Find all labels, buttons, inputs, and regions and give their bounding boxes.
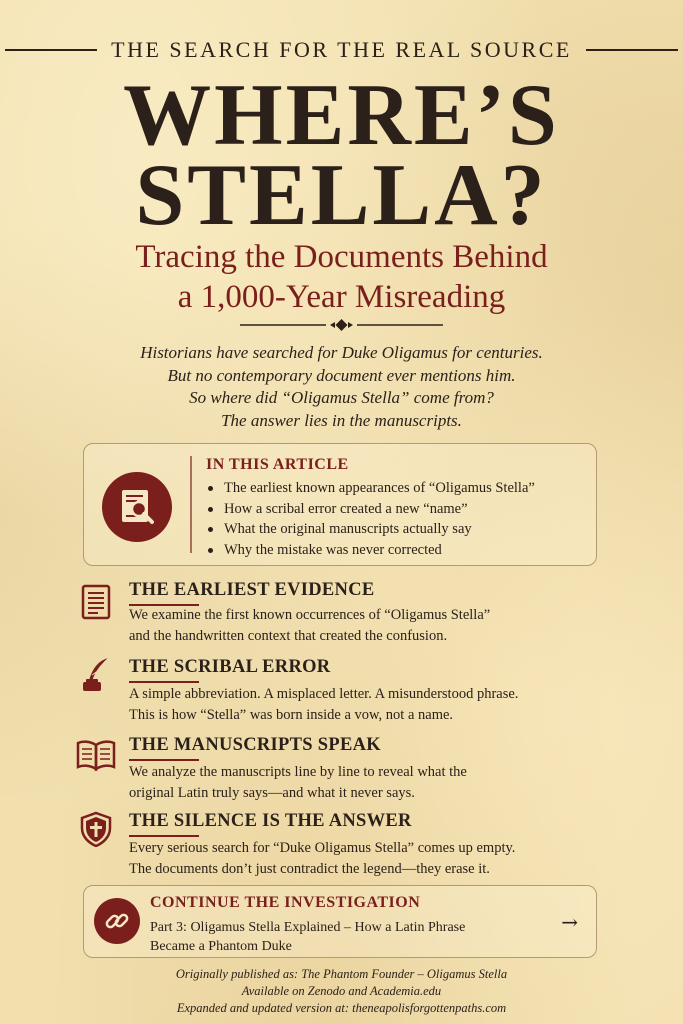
intro-line: Historians have searched for Duke Oligamus for centuries. xyxy=(140,343,543,362)
section-heading: THE SCRIBAL ERROR xyxy=(129,657,331,677)
arrow-right-icon[interactable]: → xyxy=(561,910,578,934)
chain-link-icon xyxy=(94,898,140,944)
body-line: A simple abbreviation. A misplaced letter. A misunderstood phrase. xyxy=(129,686,519,702)
body-line: Every serious search for “Duke Oligamus Stella” comes up empty. xyxy=(129,840,516,856)
list-item: Why the mistake was never corrected xyxy=(206,540,535,561)
document-magnifier-icon xyxy=(102,472,172,542)
divider-right xyxy=(586,49,678,51)
footer-line: Expanded and updated version at: theneapolisforgottenpaths.com xyxy=(176,1001,507,1015)
article-contents-list xyxy=(206,478,535,560)
title-line-2: STELLA? xyxy=(135,147,548,244)
body-line: We analyze the manuscripts line by line to reveal what the xyxy=(129,764,467,780)
intro-line: But no contemporary document ever mentions him. xyxy=(167,365,516,385)
heading-underline xyxy=(129,681,199,683)
open-book-icon xyxy=(76,737,116,773)
intro-line: So where did “Oligamus Stella” come from? xyxy=(189,388,494,407)
section-body xyxy=(129,762,599,804)
section-heading: THE EARLIEST EVIDENCE xyxy=(129,580,375,600)
kicker-text: THE SEARCH FOR THE REAL SOURCE xyxy=(111,37,572,62)
subtitle-line-1: Tracing the Documents Behind xyxy=(135,239,548,275)
list-item: How a scribal error created a new “name” xyxy=(206,499,535,520)
box-divider xyxy=(190,456,192,553)
list-item: What the original manuscripts actually say xyxy=(206,519,535,540)
subtitle xyxy=(0,237,683,317)
in-this-article-box xyxy=(83,443,597,566)
section-body xyxy=(129,605,599,647)
document-lines-icon xyxy=(78,584,114,620)
section-body xyxy=(129,684,599,726)
in-this-article-heading: IN THIS ARTICLE xyxy=(206,456,349,473)
body-line: original Latin truly says—and what it never says. xyxy=(129,785,415,801)
cross-shield-icon xyxy=(78,811,114,847)
body-line: The documents don’t just contradict the legend—they erase it. xyxy=(129,861,490,877)
section-body xyxy=(129,838,599,880)
body-line: This is how “Stella” was born inside a vow, not a name. xyxy=(129,707,454,723)
divider-left xyxy=(5,49,97,51)
continue-investigation-link[interactable] xyxy=(83,885,597,958)
section-heading: THE MANUSCRIPTS SPEAK xyxy=(129,735,381,755)
continue-heading: CONTINUE THE INVESTIGATION xyxy=(150,894,421,911)
heading-underline xyxy=(129,759,199,761)
list-item: The earliest known appearances of “Oligamus Stella” xyxy=(206,478,535,499)
continue-line: Became a Phantom Duke xyxy=(150,938,292,954)
footer-line: Originally published as: The Phantom Founder – Oligamus Stella xyxy=(175,967,508,981)
footer-line: Available on Zenodo and Academia.edu xyxy=(241,984,442,998)
intro-text xyxy=(0,342,683,432)
continue-description xyxy=(150,919,530,956)
title-line-1: WHERE’S xyxy=(123,67,560,164)
quill-inkwell-icon xyxy=(78,657,114,693)
section-heading: THE SILENCE IS THE ANSWER xyxy=(129,811,412,831)
kicker-row xyxy=(0,36,683,64)
intro-line: The answer lies in the manuscripts. xyxy=(221,410,462,430)
footer xyxy=(0,966,683,1017)
body-line: and the handwritten context that created the confusion. xyxy=(129,628,448,644)
body-line: We examine the first known occurrences of “Oligamus Stella” xyxy=(129,607,491,623)
continue-line: Part 3: Oligamus Stella Explained – How a Latin Phrase xyxy=(150,920,466,935)
subtitle-line-2: a 1,000-Year Misreading xyxy=(177,279,506,315)
heading-underline xyxy=(129,835,199,837)
ornament-divider xyxy=(240,318,443,332)
